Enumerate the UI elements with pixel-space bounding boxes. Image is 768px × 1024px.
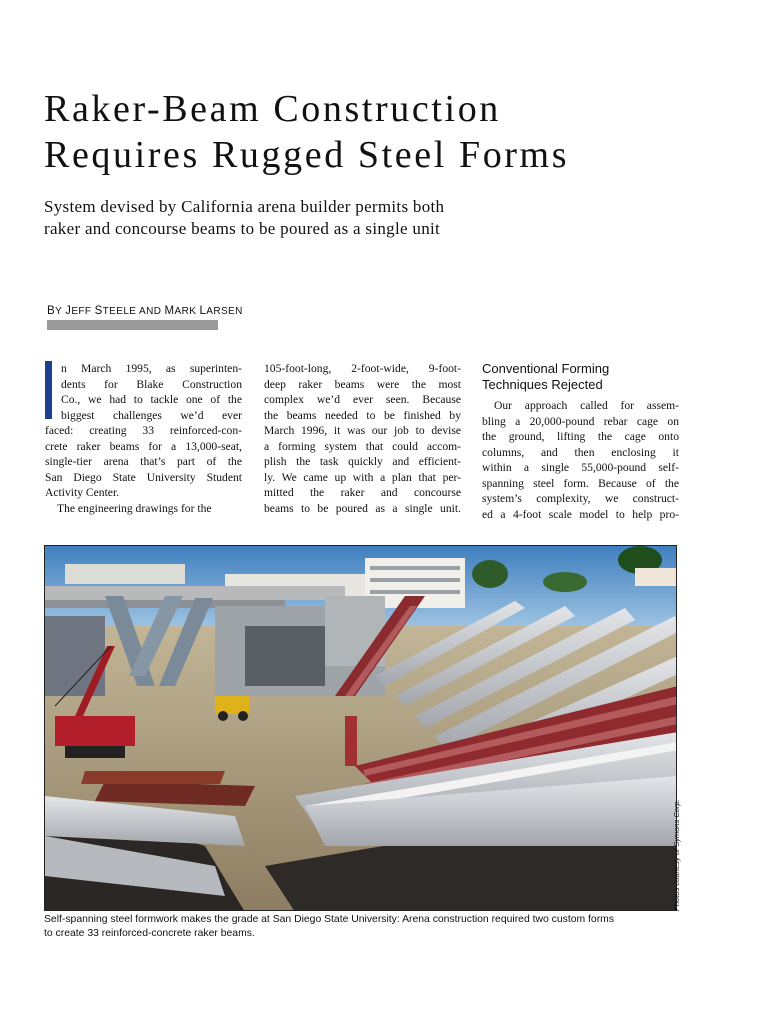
title-line-2: Requires Rugged Steel Forms xyxy=(44,134,570,176)
col1-line: dents for Blake Construction xyxy=(61,377,242,391)
col2-line: March 1996, it was our job to devise xyxy=(264,424,461,437)
section-heading-line-2: Techniques Rejected xyxy=(482,376,603,392)
col2-line: beams to be poured as a single unit. xyxy=(264,501,461,515)
author1-first-rest: EFF xyxy=(71,306,92,317)
col3-line: within a single 55,000-pound self- xyxy=(482,461,679,474)
col3-line: spanning steel form. Because of the xyxy=(482,476,679,490)
author2-first-rest: ARK xyxy=(174,306,197,317)
col2-line: mitted the raker and concourse xyxy=(264,486,461,499)
title-line-1: Raker-Beam Construction xyxy=(44,88,501,130)
byline-by-rest: Y xyxy=(55,306,62,317)
body-column-2 xyxy=(264,361,461,516)
photo-credit: Photos courtesy of Symons Corp. xyxy=(672,799,681,911)
section-heading-line-1: Conventional Forming xyxy=(482,361,610,376)
col1-line: biggest challenges we’d ever xyxy=(61,408,242,422)
author1-first-initial: J xyxy=(65,305,72,317)
col3-line: ed a 4-foot scale model to help pro- xyxy=(482,507,679,521)
col1-line: faced: creating 33 reinforced-con- xyxy=(45,424,242,437)
caption-line-1: Self-spanning steel formwork makes the grade at San Diego State University: Arena construction required two custom forms xyxy=(44,914,615,925)
col2-line: the beams needed to be finished by xyxy=(264,408,461,422)
col2-line: plish the task quickly and efficient- xyxy=(264,455,461,468)
col1-line: The engineering drawings for the xyxy=(57,501,212,515)
col2-line: 105-foot-long, 2-foot-wide, 9-foot- xyxy=(264,362,461,375)
byline xyxy=(47,305,243,317)
col3-line: columns, and then enclosing it xyxy=(482,445,679,459)
col3-line: the ground, lifting the cage onto xyxy=(482,430,679,443)
photo-caption xyxy=(44,913,684,941)
author1-last-initial: S xyxy=(94,305,103,317)
col2-line: complex we’d ever seen. Because xyxy=(264,393,461,406)
byline-and: AND xyxy=(139,306,162,317)
construction-photo-illustration xyxy=(45,546,677,911)
col1-line: San Diego State University Student xyxy=(45,470,242,484)
col3-line: Our approach called for assem- xyxy=(494,399,679,412)
construction-photo xyxy=(44,545,677,911)
article-subtitle xyxy=(44,196,514,240)
col1-line: single-tier arena that’s part of the xyxy=(45,455,242,468)
caption-line-2: to create 33 reinforced-concrete raker beams. xyxy=(44,928,255,939)
col1-line: Co., we had to tackle one of the xyxy=(61,393,242,406)
col1-line: n March 1995, as superinten- xyxy=(61,362,242,375)
col2-line: deep raker beams were the most xyxy=(264,377,461,391)
subtitle-line-1: System devised by California arena builder permits both xyxy=(44,197,445,216)
subtitle-line-2: raker and concourse beams to be poured as a single unit xyxy=(44,219,441,238)
col3-line: system’s complexity, we construct- xyxy=(482,492,679,505)
author2-last-rest: ARSEN xyxy=(206,306,243,317)
body-column-3 xyxy=(482,361,679,522)
byline-rule xyxy=(47,320,218,330)
body-column-1 xyxy=(45,361,242,516)
col3-line: bling a 20,000-pound rebar cage on xyxy=(482,414,679,428)
col1-line: Activity Center. xyxy=(45,486,120,499)
col2-line: a forming system that could accom- xyxy=(264,439,461,453)
section-heading xyxy=(482,361,679,392)
author2-last-initial: L xyxy=(199,305,207,317)
byline-by-initial: B xyxy=(47,305,56,317)
author2-first-initial: M xyxy=(164,305,175,317)
article-title xyxy=(44,86,744,178)
col1-line: crete raker beams for a 13,000-seat, xyxy=(45,439,242,453)
author1-last-rest: TEELE xyxy=(102,306,137,317)
col2-line: ly. We came up with a plan that per- xyxy=(264,470,461,484)
